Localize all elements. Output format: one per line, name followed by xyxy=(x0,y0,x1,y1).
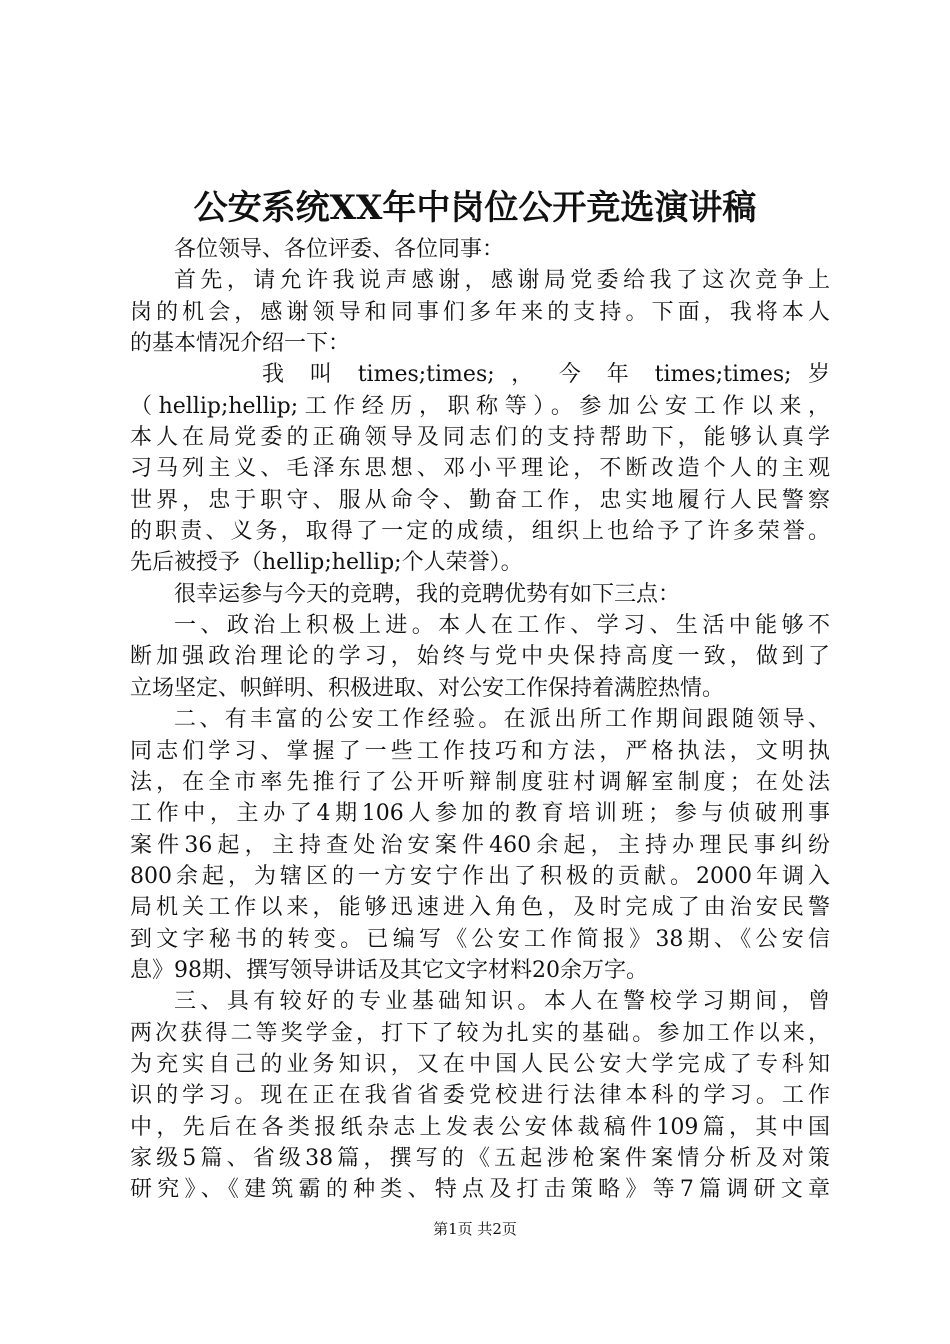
text-line: 息》98期、撰写领导讲话及其它文字材料20余万字。 xyxy=(130,957,648,983)
text-line: 岗的机会，感谢领导和同事们多年来的支持。下面，我将本人 xyxy=(130,299,830,325)
text-line: 为充实自己的业务知识，又在中国人民公安大学完成了专科知 xyxy=(130,1051,830,1077)
text-line: 我 叫 times;times; ， 今 年 times;times; 岁 xyxy=(262,362,830,388)
text-line: 立场坚定、帜鲜明、积极进取、对公安工作保持着满腔热情。 xyxy=(130,675,725,701)
text-line: 到文字秘书的转变。已编写《公安工作简报》38期、《公安信 xyxy=(130,926,830,952)
text-line: 识的学习。现在正在我省省委党校进行法律本科的学习。工作 xyxy=(130,1083,830,1109)
text-line: 习马列主义、毛泽东思想、邓小平理论，不断改造个人的主观 xyxy=(130,456,830,482)
text-line: 800余起，为辖区的一方安宁作出了积极的贡献。2000年调入 xyxy=(130,863,830,889)
text-line: 断加强政治理论的学习，始终与党中央保持高度一致，做到了 xyxy=(130,644,830,670)
text-line: 的基本情况介绍一下： xyxy=(130,331,351,357)
text-line: 中，先后在各类报纸杂志上发表公安体裁稿件109篇，其中国 xyxy=(130,1114,830,1140)
text-line: 二、有丰富的公安工作经验。在派出所工作期间跟随领导、 xyxy=(174,707,830,733)
text-line: 同志们学习、掌握了一些工作技巧和方法，严格执法，文明执 xyxy=(130,738,830,764)
text-line: 两次获得二等奖学金，打下了较为扎实的基础。参加工作以来， xyxy=(130,1020,830,1046)
document-title: 公安系统XX年中岗位公开竞选演讲稿 xyxy=(193,188,757,228)
text-line: 局机关工作以来，能够迅速进入角色，及时完成了由治安民警 xyxy=(130,895,830,921)
text-line: 首先，请允许我说声感谢，感谢局党委给我了这次竞争上 xyxy=(174,268,830,294)
text-line: 的职责、义务，取得了一定的成绩，组织上也给予了许多荣誉。 xyxy=(130,519,830,545)
text-line: 案件36起，主持查处治安案件460余起，主持办理民事纠纷 xyxy=(130,832,830,858)
text-line: 法，在全市率先推行了公开听辩制度驻村调解室制度；在处法 xyxy=(130,769,830,795)
text-line: 一、政治上积极上进。本人在工作、学习、生活中能够不 xyxy=(174,613,830,639)
text-line: 三、具有较好的专业基础知识。本人在警校学习期间，曾 xyxy=(174,989,830,1015)
text-line: 家级5篇、省级38篇，撰写的《五起涉枪案件案情分析及对策 xyxy=(130,1145,830,1171)
page-number-footer: 第1页 共2页 xyxy=(433,1220,517,1238)
text-line: 先后被授予（hellip;hellip;个人荣誉）。 xyxy=(130,550,523,576)
text-line: （hellip;hellip;工作经历，职称等）。参加公安工作以来， xyxy=(130,393,830,419)
text-line: 各位领导、各位评委、各位同事： xyxy=(174,237,505,262)
text-line: 很幸运参与今天的竞聘，我的竞聘优势有如下三点： xyxy=(174,581,681,607)
document-body xyxy=(130,234,830,1206)
text-line: 工作中，主办了4期106人参加的教育培训班；参与侦破刑事 xyxy=(130,801,830,827)
text-line: 研究》、《建筑霸的种类、特点及打击策略》等7篇调研文章 xyxy=(130,1177,830,1203)
text-line: 世界，忠于职守、服从命令、勤奋工作，忠实地履行人民警察 xyxy=(130,487,830,513)
text-line: 本人在局党委的正确领导及同志们的支持帮助下，能够认真学 xyxy=(130,425,830,451)
